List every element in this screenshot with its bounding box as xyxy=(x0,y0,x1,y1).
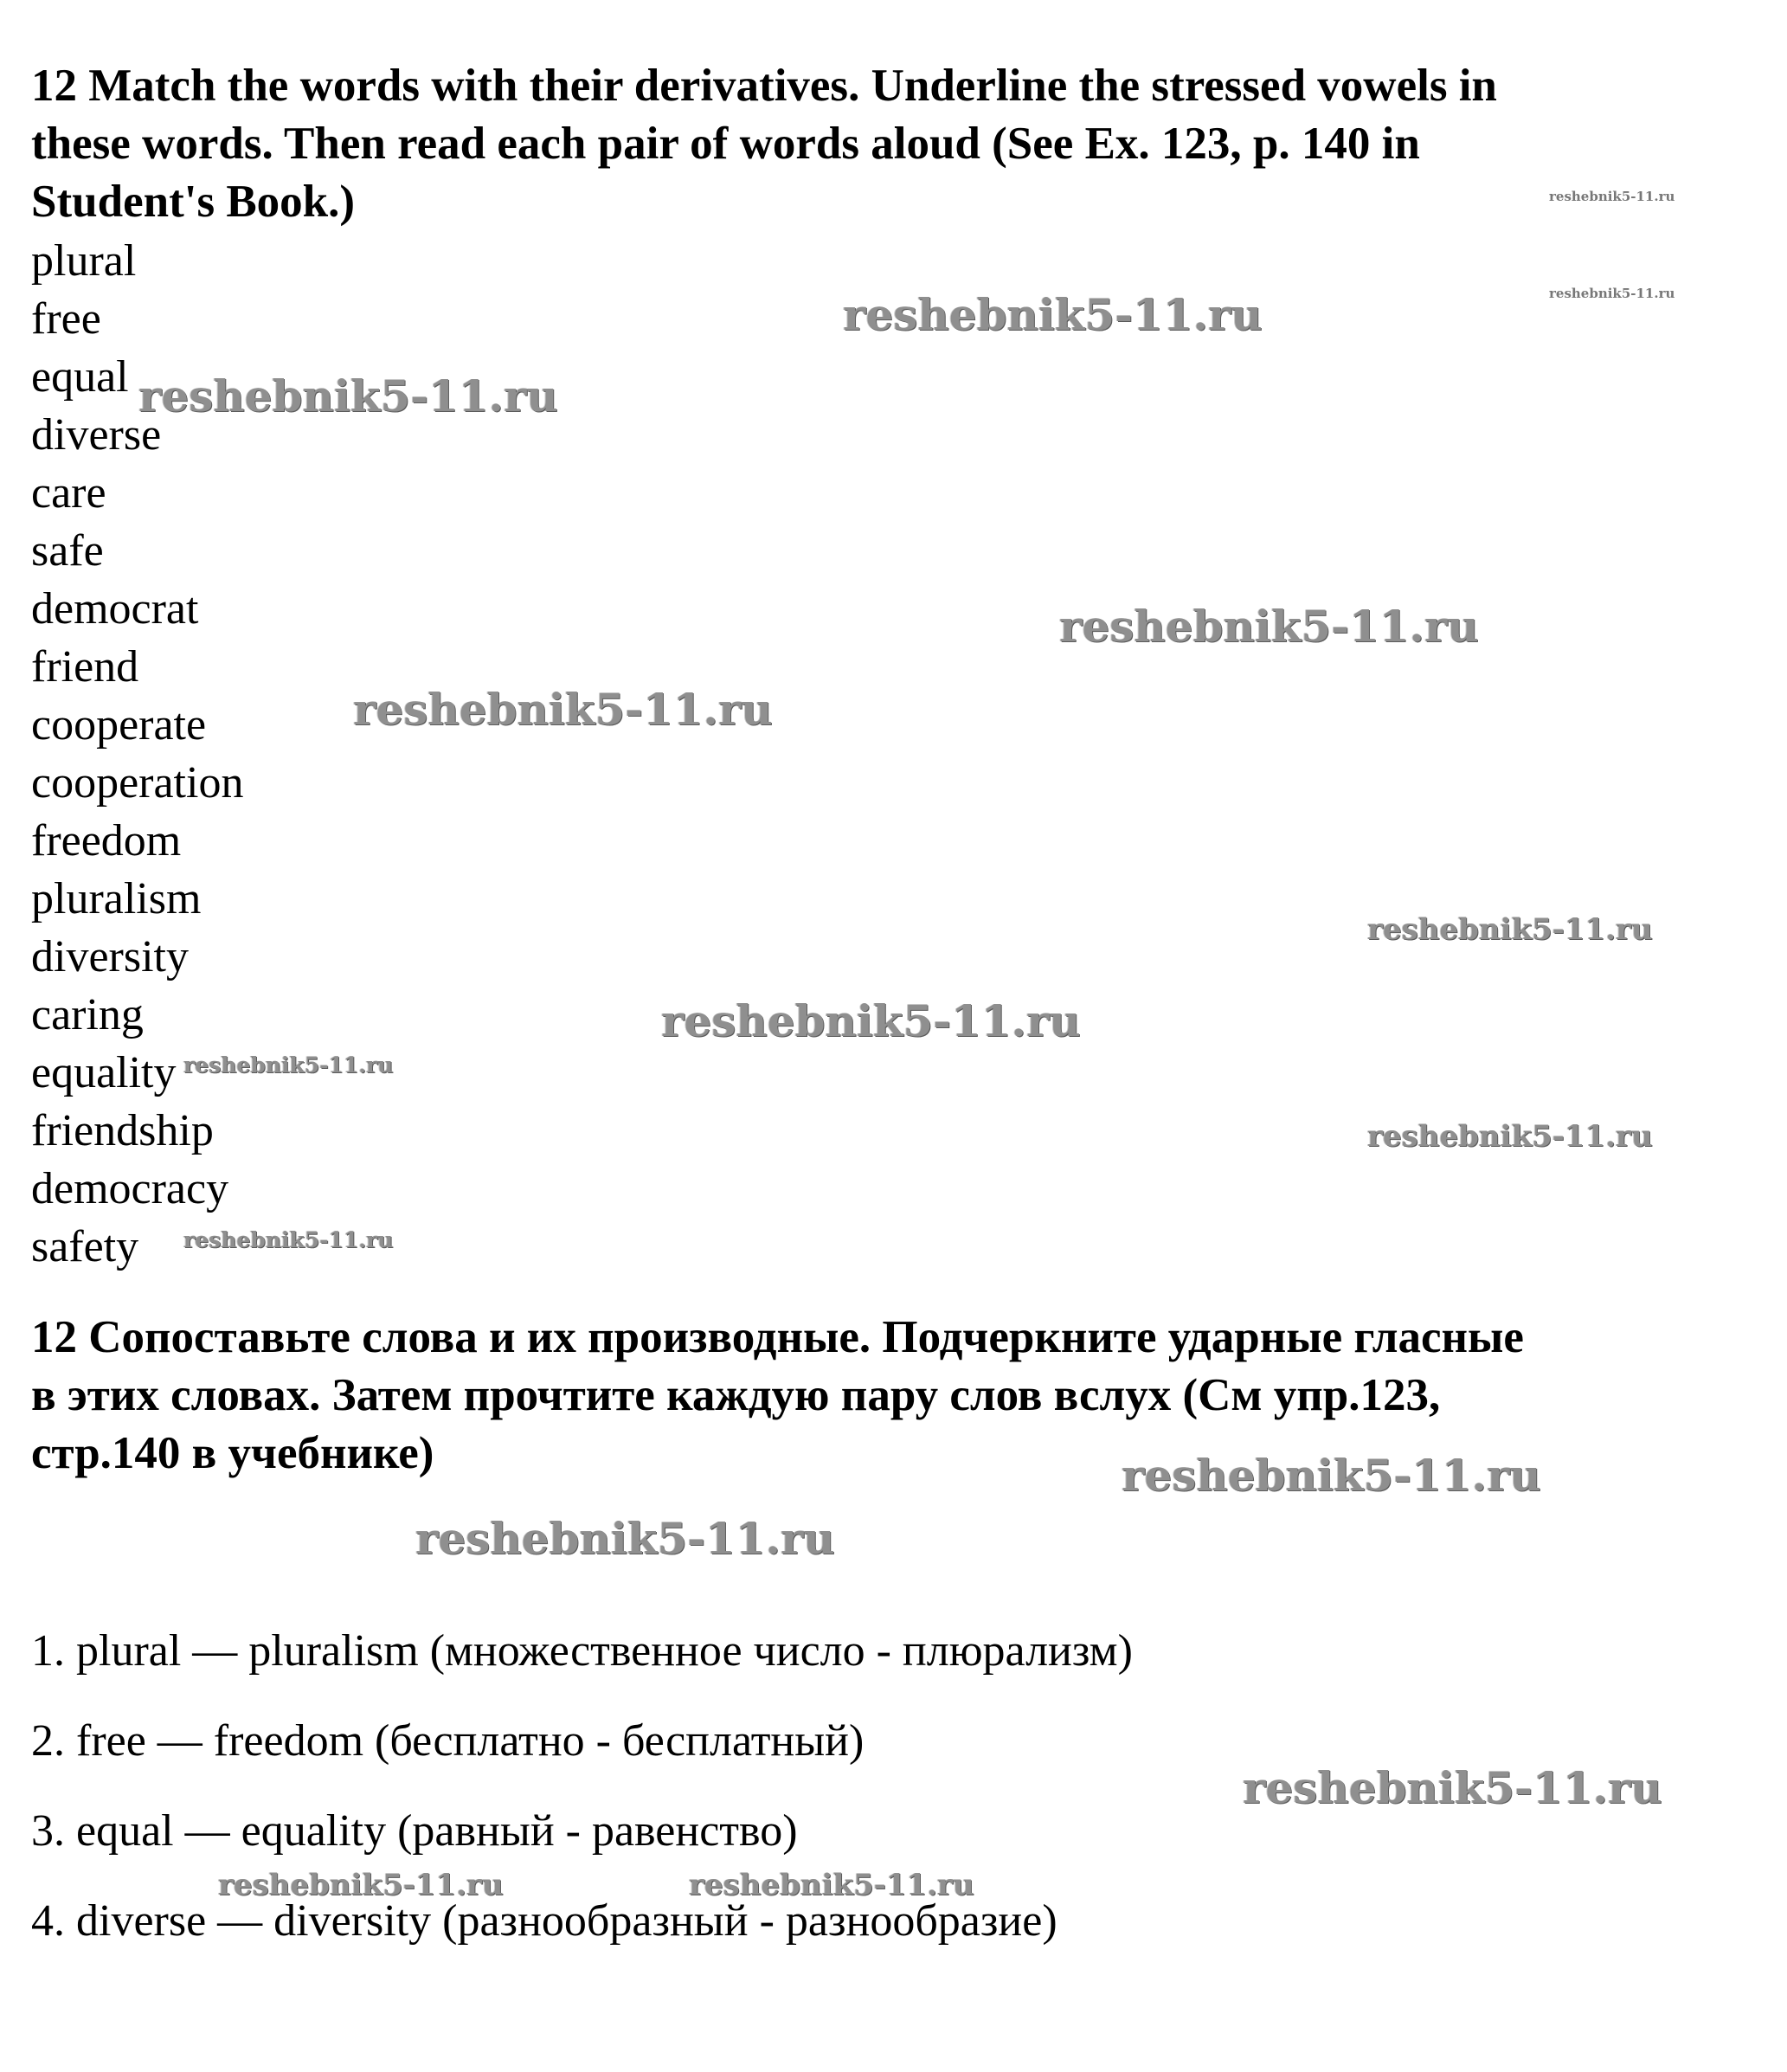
word-item: pluralism xyxy=(31,874,202,923)
watermark: reshebnik5-11.ru xyxy=(1122,1450,1541,1501)
watermark: reshebnik5-11.ru xyxy=(1367,1119,1653,1154)
word-item: democrat xyxy=(31,584,199,634)
task-heading-en xyxy=(31,57,1710,231)
watermark: reshebnik5-11.ru xyxy=(661,995,1081,1046)
watermark: reshebnik5-11.ru xyxy=(415,1513,835,1564)
word-item: freedom xyxy=(31,816,182,865)
word-item: friend xyxy=(31,642,139,692)
word-item: diversity xyxy=(31,932,189,981)
watermark: reshebnik5-11.ru xyxy=(1549,189,1675,204)
answer-list xyxy=(31,1625,1133,1985)
watermark: reshebnik5-11.ru xyxy=(353,684,773,735)
word-item: care xyxy=(31,468,106,518)
word-item: safe xyxy=(31,526,104,576)
word-list xyxy=(31,232,243,1276)
task-heading-ru-line: в этих словах. Затем прочтите каждую пару слов вслух (См упр.123, xyxy=(31,1370,1441,1420)
word-item: cooperate xyxy=(31,700,207,750)
word-item: diverse xyxy=(31,410,162,460)
watermark: reshebnik5-11.ru xyxy=(218,1868,504,1902)
word-item: democracy xyxy=(31,1164,229,1213)
task-heading-ru xyxy=(31,1309,1710,1483)
watermark: reshebnik5-11.ru xyxy=(138,370,558,421)
task-heading-en-line: Student's Book.) xyxy=(31,177,356,227)
watermark: reshebnik5-11.ru xyxy=(1367,912,1653,947)
word-item: safety xyxy=(31,1222,139,1271)
answer-item: 3. equal — equality (равный - равенство) xyxy=(31,1806,798,1856)
word-item: plural xyxy=(31,236,137,286)
task-heading-en-line: 12 Match the words with their derivatives. Underline the stressed vowels in xyxy=(31,61,1497,111)
word-item: cooperation xyxy=(31,758,244,808)
word-item: equal xyxy=(31,352,129,402)
answer-item: 1. plural — pluralism (множественное число - плюрализм) xyxy=(31,1626,1133,1676)
watermark: reshebnik5-11.ru xyxy=(1059,601,1479,652)
task-heading-ru-line: стр.140 в учебнике) xyxy=(31,1428,434,1478)
word-item: free xyxy=(31,294,101,344)
word-item: caring xyxy=(31,990,144,1039)
word-item: equality xyxy=(31,1048,177,1097)
watermark: reshebnik5-11.ru xyxy=(183,1052,394,1078)
watermark: reshebnik5-11.ru xyxy=(843,289,1263,340)
watermark: reshebnik5-11.ru xyxy=(1243,1762,1662,1813)
task-heading-en-line: these words. Then read each pair of words aloud (See Ex. 123, p. 140 in xyxy=(31,119,1420,169)
answer-item: 4. diverse — diversity (разнообразный - разнообразие) xyxy=(31,1896,1057,1946)
word-item: friendship xyxy=(31,1106,214,1155)
answer-item: 2. free — freedom (бесплатно - бесплатный) xyxy=(31,1716,865,1766)
task-heading-ru-line: 12 Сопоставьте слова и их производные. Подчеркните ударные гласные xyxy=(31,1312,1524,1362)
watermark: reshebnik5-11.ru xyxy=(1549,286,1675,301)
watermark: reshebnik5-11.ru xyxy=(689,1868,974,1902)
watermark: reshebnik5-11.ru xyxy=(183,1227,394,1252)
